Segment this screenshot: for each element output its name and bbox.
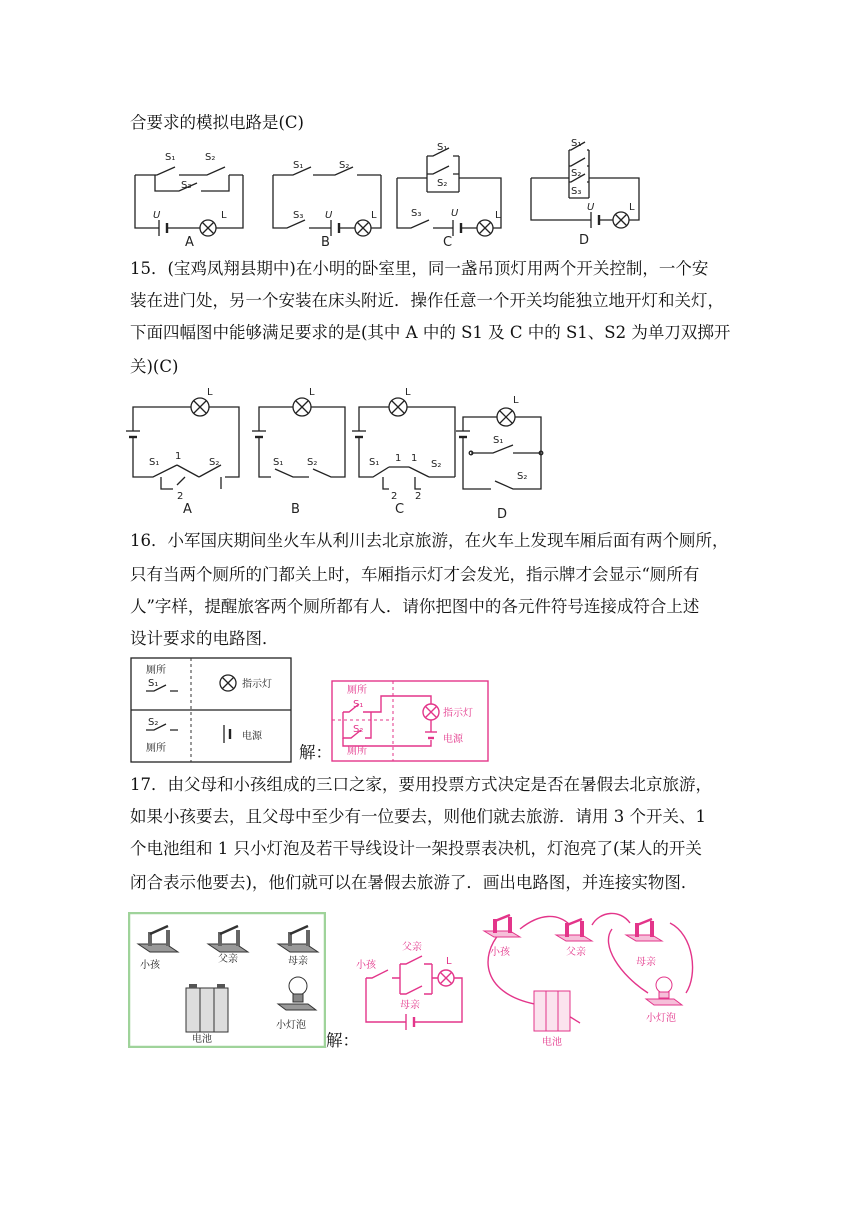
q14-figure-b bbox=[273, 160, 381, 250]
svg-text:D: D bbox=[579, 233, 590, 248]
svg-text:L: L bbox=[446, 956, 452, 967]
q14-text: 合要求的模拟电路是(C) bbox=[130, 113, 304, 132]
svg-text:C: C bbox=[395, 502, 405, 517]
svg-text:B: B bbox=[291, 502, 300, 517]
svg-text:父亲: 父亲 bbox=[566, 947, 586, 958]
svg-text:母亲: 母亲 bbox=[400, 1000, 420, 1011]
q15-figure-c bbox=[352, 387, 455, 517]
svg-text:A: A bbox=[183, 502, 192, 517]
svg-text:L: L bbox=[309, 387, 315, 398]
svg-text:S₂: S₂ bbox=[148, 717, 159, 728]
q17-components-panel bbox=[128, 912, 326, 1048]
svg-text:U: U bbox=[153, 210, 161, 221]
svg-text:S₁: S₁ bbox=[149, 457, 160, 468]
q16-text-line-2: 只有当两个厕所的门都关上时，车厢指示灯才会发光，指示牌才会显示“厕所有 bbox=[130, 565, 700, 584]
svg-text:厕所: 厕所 bbox=[146, 665, 166, 676]
svg-text:电池: 电池 bbox=[542, 1037, 562, 1048]
svg-text:厕所: 厕所 bbox=[146, 743, 166, 754]
q17-text-line-1: 17．由父母和小孩组成的三口之家，要用投票方式决定是否在暑假去北京旅游， bbox=[130, 775, 712, 794]
svg-text:S₁: S₁ bbox=[369, 457, 380, 468]
svg-text:1: 1 bbox=[411, 453, 418, 464]
svg-text:S₁: S₁ bbox=[571, 138, 582, 149]
svg-text:U: U bbox=[587, 202, 595, 213]
svg-text:2: 2 bbox=[415, 491, 422, 502]
knife-switch-icon bbox=[556, 919, 592, 941]
svg-text:电源: 电源 bbox=[443, 734, 463, 745]
q15-figure-d bbox=[456, 395, 543, 520]
svg-text:C: C bbox=[443, 235, 453, 250]
svg-text:S₁: S₁ bbox=[148, 678, 159, 689]
svg-text:电源: 电源 bbox=[242, 731, 262, 742]
svg-text:D: D bbox=[497, 507, 508, 520]
svg-text:L: L bbox=[495, 210, 501, 221]
svg-text:母亲: 母亲 bbox=[288, 956, 308, 967]
svg-text:A: A bbox=[185, 235, 194, 250]
svg-text:S₂: S₂ bbox=[307, 457, 318, 468]
svg-text:L: L bbox=[221, 210, 227, 221]
q17-answer-physical-wiring bbox=[480, 905, 702, 1050]
svg-text:S₃: S₃ bbox=[571, 186, 582, 197]
svg-text:2: 2 bbox=[177, 491, 184, 502]
svg-text:S₁: S₁ bbox=[353, 699, 364, 710]
svg-text:L: L bbox=[405, 387, 411, 398]
svg-text:S₂: S₂ bbox=[209, 457, 220, 468]
svg-text:S₁: S₁ bbox=[493, 435, 504, 446]
q17-text-line-4: 闭合表示他要去)，他们就可以在暑假去旅游了．画出电路图，并连接实物图． bbox=[130, 873, 698, 892]
knife-switch-icon bbox=[626, 919, 662, 941]
bulb-on-base-icon bbox=[646, 977, 682, 1005]
svg-text:S₂: S₂ bbox=[353, 724, 364, 735]
svg-text:小孩: 小孩 bbox=[490, 947, 510, 958]
q16-text-line-3: 人”字样，提醒旅客两个厕所都有人．请你把图中的各元件符号连接成符合上述 bbox=[130, 597, 700, 616]
svg-text:S₃: S₃ bbox=[181, 180, 192, 191]
q17-answer-label: 解： bbox=[326, 1031, 359, 1050]
svg-text:S₃: S₃ bbox=[411, 208, 422, 219]
svg-text:S₂: S₂ bbox=[517, 471, 528, 482]
q16-components-figure bbox=[130, 657, 292, 763]
svg-text:L: L bbox=[207, 387, 213, 398]
q15-circuit-figures bbox=[125, 385, 555, 520]
q17-text-line-3: 个电池组和 1 只小灯泡及若干导线设计一架投票表决机，灯泡亮了(某人的开关 bbox=[130, 839, 702, 858]
svg-text:小孩: 小孩 bbox=[140, 960, 160, 971]
svg-text:L: L bbox=[629, 202, 635, 213]
svg-text:U: U bbox=[451, 208, 459, 219]
svg-text:S₁: S₁ bbox=[273, 457, 284, 468]
svg-text:指示灯: 指示灯 bbox=[242, 679, 272, 690]
q17-answer-circuit-diagram bbox=[352, 938, 470, 1030]
svg-text:S₃: S₃ bbox=[293, 210, 304, 221]
svg-text:父亲: 父亲 bbox=[218, 954, 238, 965]
q15-figure-b bbox=[252, 387, 345, 517]
q15-text-line-4: 关)(C) bbox=[130, 357, 179, 376]
svg-text:父亲: 父亲 bbox=[402, 942, 422, 953]
svg-text:1: 1 bbox=[175, 451, 182, 462]
q14-figure-c bbox=[397, 142, 501, 250]
q15-text-line-2: 装在进门处，另一个安装在床头附近．操作任意一个开关均能独立地开灯和关灯， bbox=[130, 291, 724, 310]
svg-text:母亲: 母亲 bbox=[636, 957, 656, 968]
q16-answer-label: 解： bbox=[299, 743, 332, 762]
q16-answer-circuit bbox=[331, 680, 489, 762]
q14-circuit-figures bbox=[125, 138, 665, 250]
svg-text:S₂: S₂ bbox=[437, 178, 448, 189]
svg-text:1: 1 bbox=[395, 453, 402, 464]
svg-text:L: L bbox=[371, 210, 377, 221]
battery-pack-icon bbox=[186, 984, 228, 1032]
svg-text:S₂: S₂ bbox=[339, 160, 350, 171]
q15-text-line-3: 下面四幅图中能够满足要求的是(其中 A 中的 S1 及 C 中的 S1、S2 为单刀双掷开 bbox=[130, 323, 731, 342]
svg-text:L: L bbox=[513, 395, 519, 406]
svg-text:S₁: S₁ bbox=[293, 160, 304, 171]
knife-switch-icon bbox=[484, 915, 520, 937]
svg-text:小灯泡: 小灯泡 bbox=[646, 1013, 676, 1024]
svg-text:U: U bbox=[325, 210, 333, 221]
battery-pack-icon bbox=[534, 991, 570, 1031]
svg-text:2: 2 bbox=[391, 491, 398, 502]
svg-text:小灯泡: 小灯泡 bbox=[276, 1020, 306, 1031]
svg-text:B: B bbox=[321, 235, 330, 250]
q15-text-line-1: 15．(宝鸡凤翔县期中)在小明的卧室里，同一盏吊顶灯用两个开关控制，一个安 bbox=[130, 259, 709, 278]
q14-figure-a bbox=[135, 152, 243, 250]
svg-text:厕所: 厕所 bbox=[347, 685, 367, 696]
q16-text-line-4: 设计要求的电路图． bbox=[130, 629, 279, 648]
svg-text:S₁: S₁ bbox=[437, 142, 448, 153]
q17-text-line-2: 如果小孩要去，且父母中至少有一位要去，则他们就去旅游．请用 3 个开关、1 bbox=[130, 807, 706, 826]
svg-text:厕所: 厕所 bbox=[347, 746, 367, 757]
svg-text:S₂: S₂ bbox=[431, 459, 442, 470]
svg-text:S₁: S₁ bbox=[165, 152, 176, 163]
q15-figure-a bbox=[126, 387, 239, 517]
q14-figure-d bbox=[531, 138, 639, 248]
q16-text-line-1: 16．小军国庆期间坐火车从利川去北京旅游，在火车上发现车厢后面有两个厕所， bbox=[130, 531, 729, 550]
svg-text:S₂: S₂ bbox=[571, 168, 582, 179]
svg-text:指示灯: 指示灯 bbox=[443, 708, 473, 719]
svg-text:小孩: 小孩 bbox=[356, 960, 376, 971]
svg-text:电池: 电池 bbox=[192, 1034, 212, 1045]
svg-text:S₂: S₂ bbox=[205, 152, 216, 163]
